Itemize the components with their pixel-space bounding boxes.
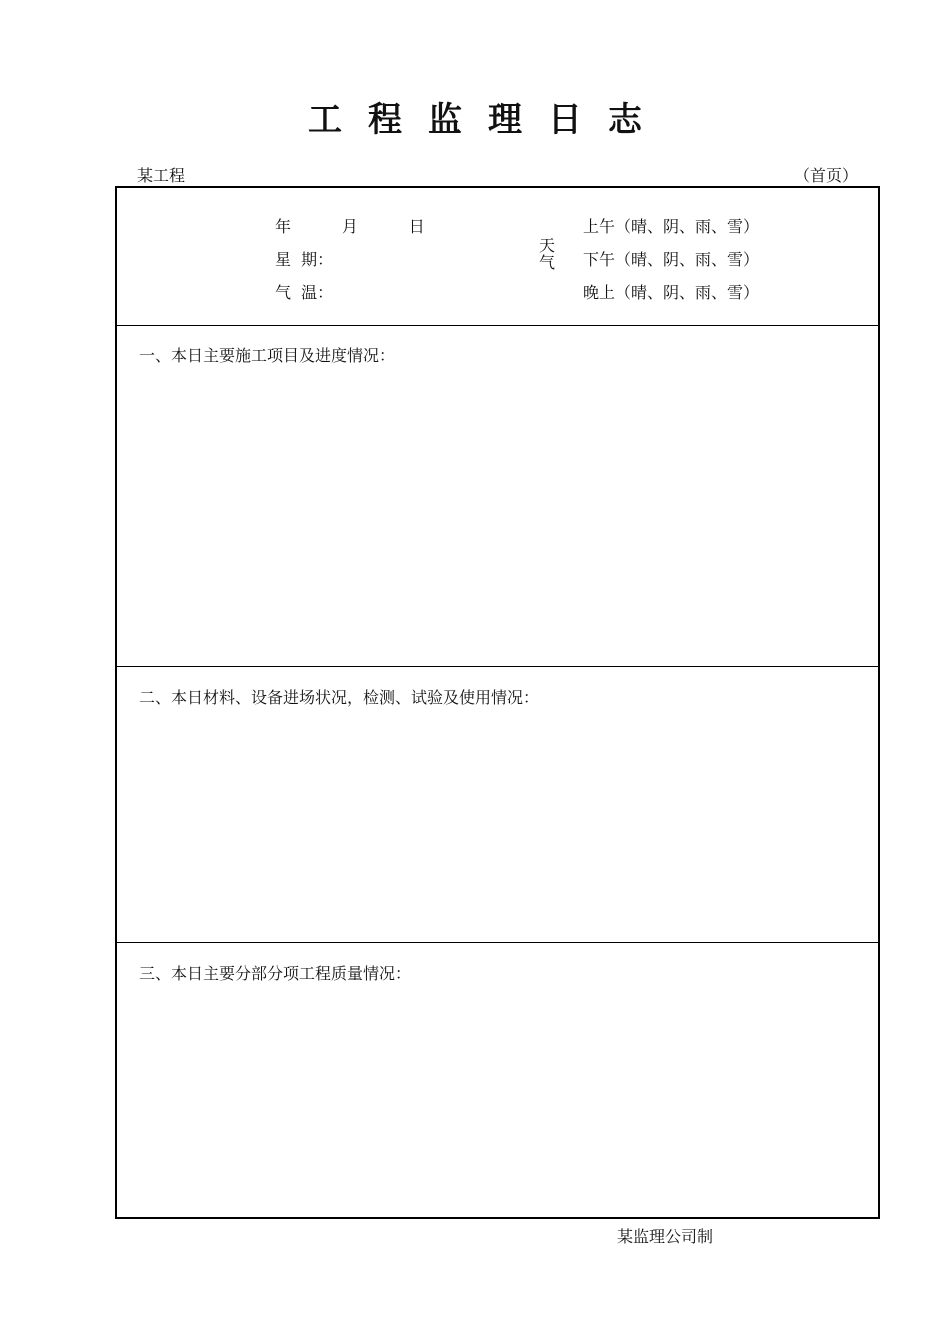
page-label: （首页）	[793, 166, 858, 185]
weather-morning[interactable]: 上午（晴、阴、雨、雪）	[583, 217, 760, 236]
project-name: 某工程	[137, 166, 186, 185]
weekday-field[interactable]: 星 期：	[275, 250, 334, 269]
section-progress[interactable]	[117, 325, 878, 667]
weather-label-char-2: 气	[538, 253, 555, 272]
weather-afternoon[interactable]: 下午（晴、阴、雨、雪）	[583, 250, 760, 269]
document-title: 工程监理日志	[308, 100, 668, 140]
section-quality-label: 三、本日主要分部分项工程质量情况：	[139, 964, 412, 983]
weather-label	[538, 237, 556, 271]
section-progress-label: 一、本日主要施工项目及进度情况：	[139, 346, 396, 365]
date-line[interactable]: 年 月 日	[275, 217, 425, 236]
log-form	[115, 186, 880, 1219]
weather-label-char-1: 天	[538, 236, 555, 255]
footer-issuer: 某监理公司制	[617, 1227, 714, 1246]
weather-evening[interactable]: 晚上（晴、阴、雨、雪）	[583, 283, 760, 302]
section-materials-label: 二、本日材料、设备进场状况，检测、试验及使用情况：	[139, 688, 540, 707]
date-weather-row	[117, 188, 878, 326]
section-quality[interactable]	[117, 943, 878, 1217]
temperature-field[interactable]: 气 温：	[275, 283, 334, 302]
section-materials[interactable]	[117, 667, 878, 943]
